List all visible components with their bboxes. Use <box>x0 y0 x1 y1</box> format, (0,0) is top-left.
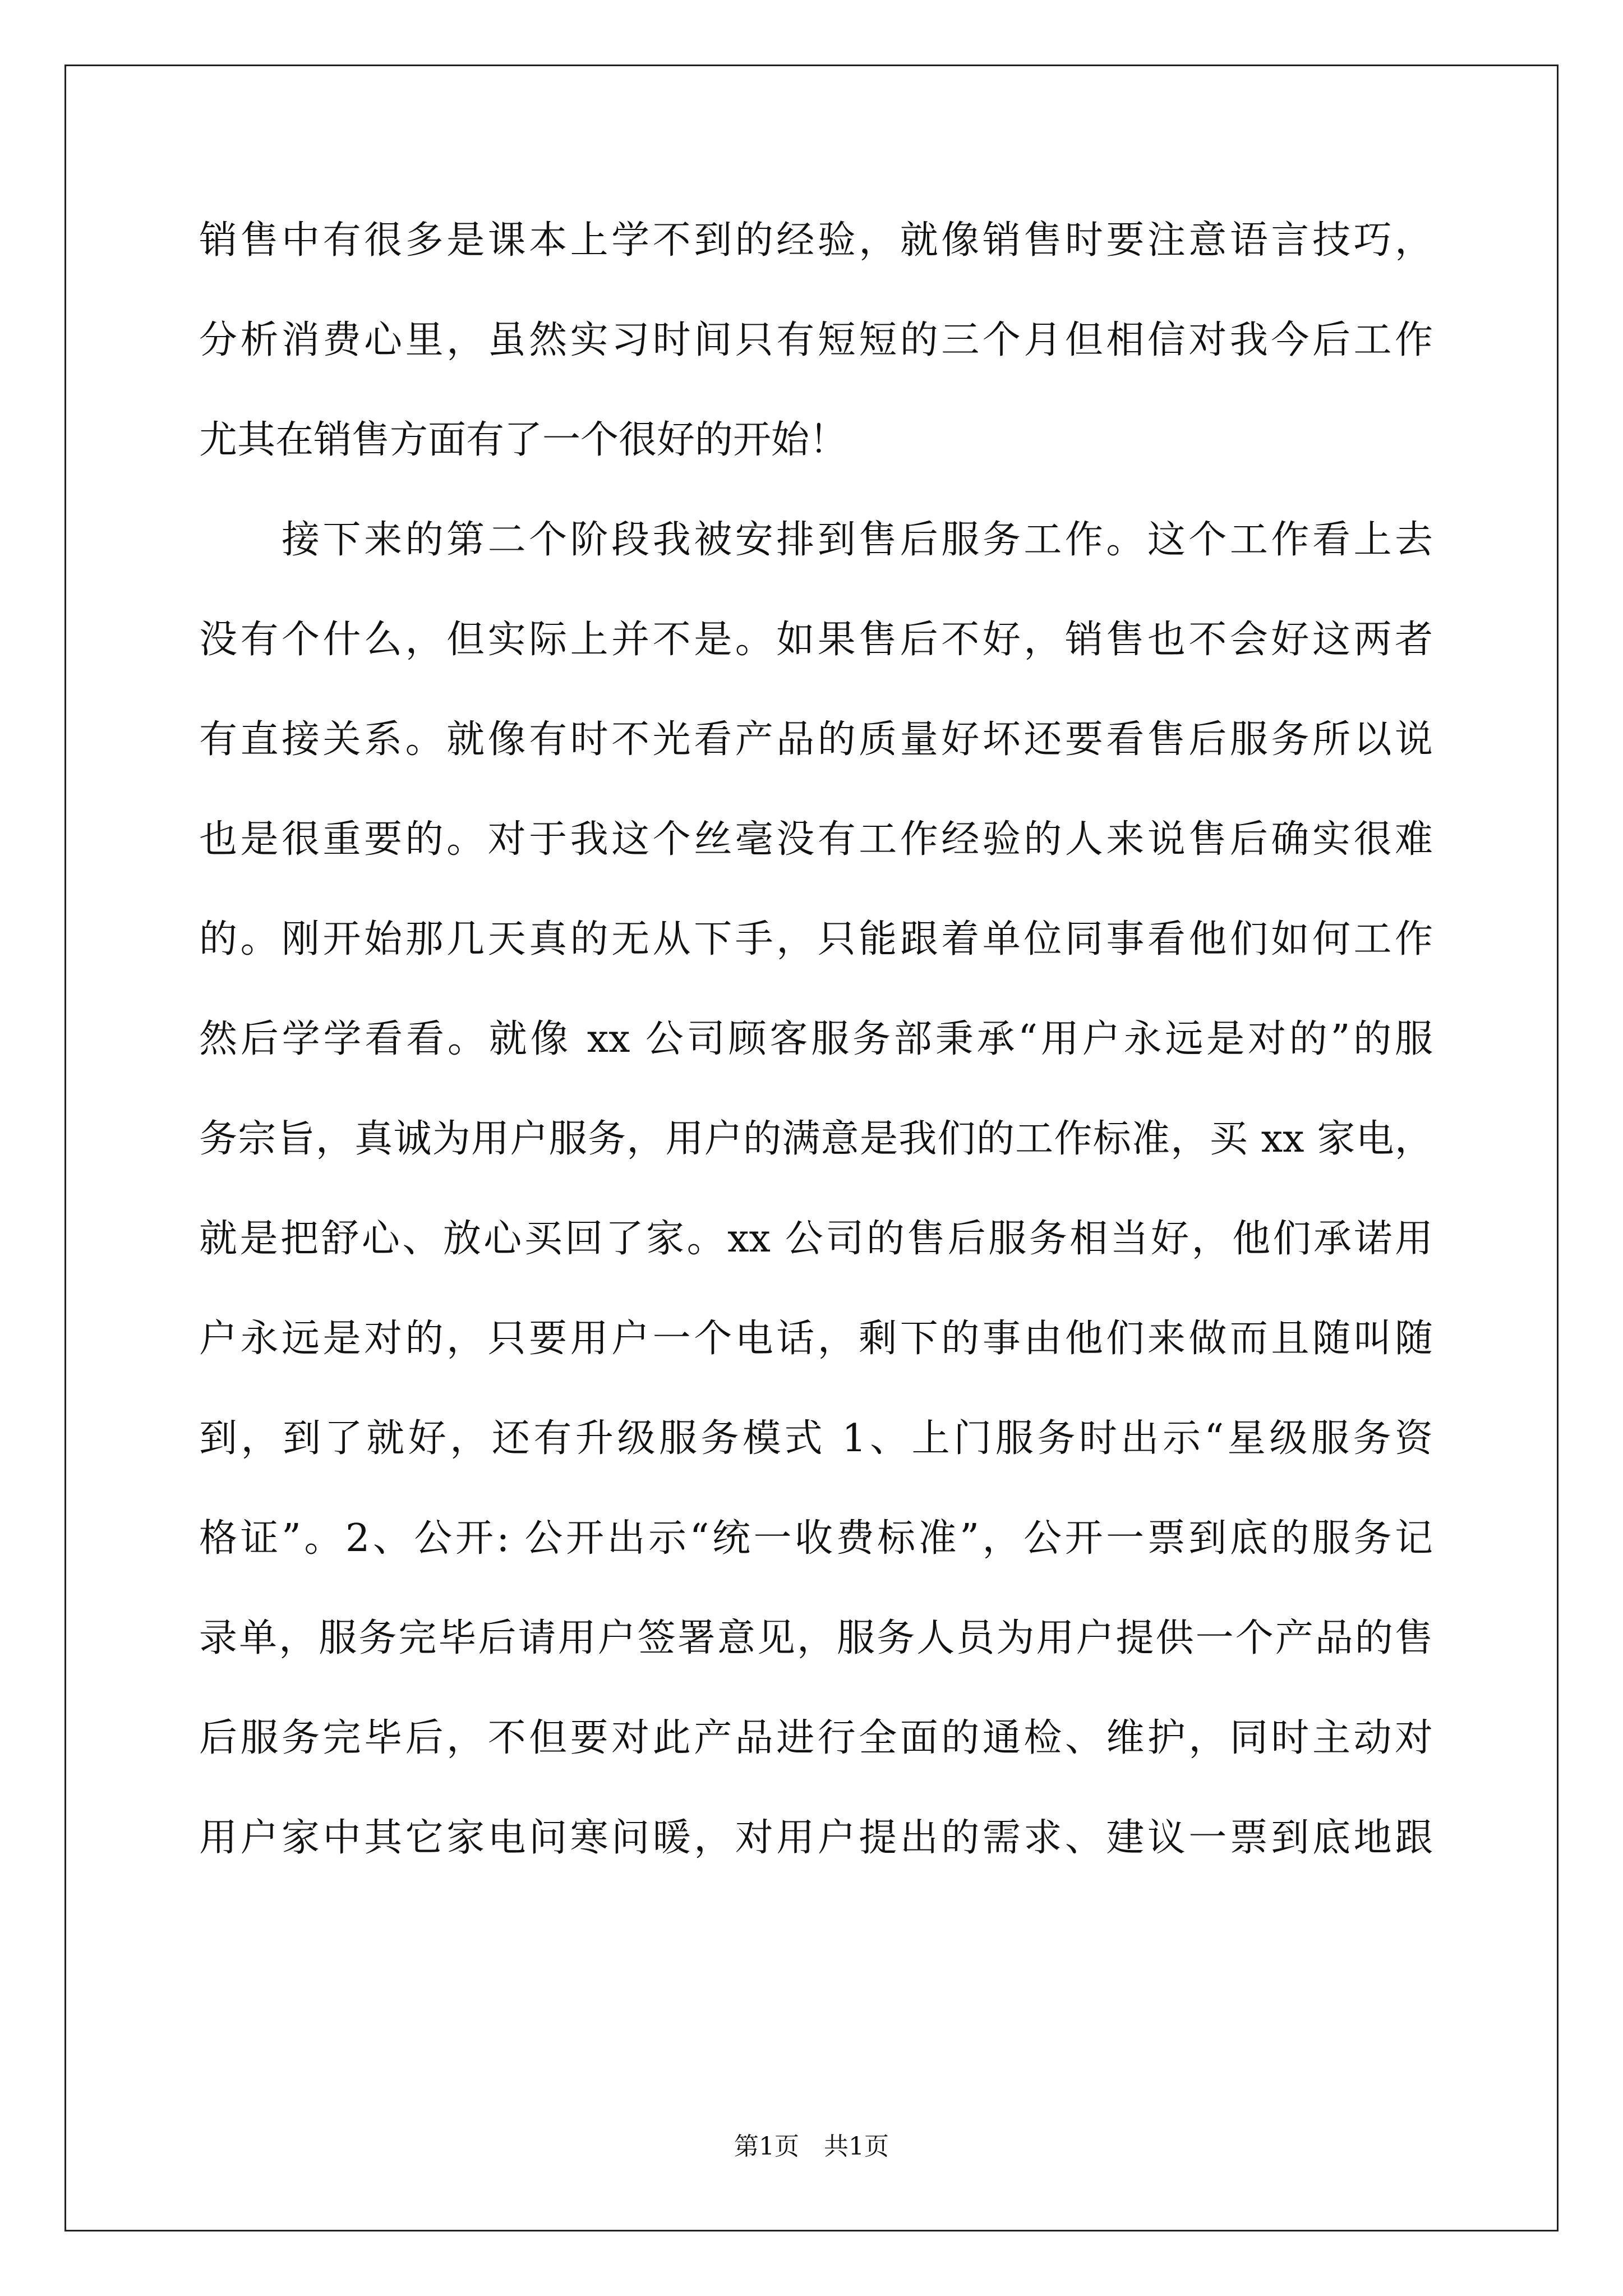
text-line: 录单，服务完毕后请用户签署意见，服务人员为用户提供一个产品的售 <box>199 1616 1433 1660</box>
text-line: 也是很重要的。对于我这个丝毫没有工作经验的人来说售后确实很难 <box>199 817 1433 862</box>
text-line: 销售中有很多是课本上学不到的经验，就像销售时要注意语言技巧， <box>199 218 1433 263</box>
text-line: 后服务完毕后，不但要对此产品进行全面的通检、维护，同时主动对 <box>199 1716 1433 1760</box>
document-body <box>199 191 1433 1888</box>
text-line: 接下来的第二个阶段我被安排到售后服务工作。这个工作看上去 <box>199 518 1433 562</box>
text-line: 用户家中其它家电问寒问暖，对用户提出的需求、建议一票到底地跟 <box>199 1816 1433 1860</box>
text-line: 户永远是对的，只要用户一个电话，剩下的事由他们来做而且随叫随 <box>199 1317 1433 1361</box>
text-line: 格证”。2、公开: 公开出示“统一收费标准”，公开一票到底的服务记 <box>199 1516 1433 1561</box>
text-line: 没有个什么，但实际上并不是。如果售后不好，销售也不会好这两者 <box>199 618 1433 662</box>
text-line: 有直接关系。就像有时不光看产品的质量好坏还要看售后服务所以说 <box>199 717 1433 762</box>
text-line: 就是把舒心、放心买回了家。xx 公司的售后服务相当好，他们承诺用 <box>199 1217 1433 1261</box>
text-line: 然后学学看看。就像 xx 公司顾客服务部秉承“用户永远是对的”的服 <box>199 1017 1433 1061</box>
text-line: 分析消费心里，虽然实习时间只有短短的三个月但相信对我今后工作 <box>199 318 1433 362</box>
page-footer: 第1页 共1页 <box>734 2132 889 2161</box>
text-line: 的。刚开始那几天真的无从下手，只能跟着单位同事看他们如何工作 <box>199 917 1433 961</box>
text-line: 尤其在销售方面有了一个很好的开始！ <box>199 418 848 462</box>
text-line: 务宗旨，真诚为用户服务，用户的满意是我们的工作标准，买 xx 家电， <box>199 1117 1433 1161</box>
text-line: 到，到了就好，还有升级服务模式 1、上门服务时出示“星级服务资 <box>199 1416 1433 1461</box>
